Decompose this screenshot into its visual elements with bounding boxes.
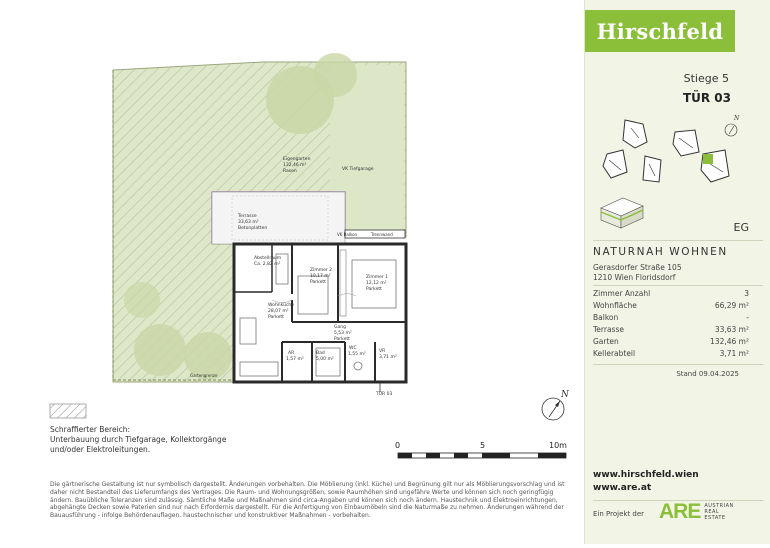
room-ar-area: 1,57 m²: [286, 357, 304, 362]
room-vr-area: 3,71 m²: [379, 355, 397, 360]
spec-value: -: [746, 313, 749, 322]
divider: [593, 364, 763, 365]
floor-label: EG: [733, 221, 749, 234]
are-logo: [659, 500, 734, 524]
unit-marker-label: TÜR 03: [376, 392, 393, 397]
spec-label: Kellerabteil: [593, 349, 636, 358]
room-ar-label: AR: [288, 351, 295, 356]
spec-row: [593, 312, 749, 324]
are-logo-mark: ARE: [659, 500, 701, 523]
spec-value: 33,63 m²: [714, 325, 749, 334]
website-link-hirschfeld[interactable]: www.hirschfeld.wien: [593, 470, 699, 480]
developer-prefix: Ein Projekt der: [593, 510, 645, 518]
vk-tiefgarage-label: VK Tiefgarage: [342, 167, 374, 172]
room-gang-floor: Parkett: [334, 337, 350, 342]
current-unit-highlight: [703, 154, 713, 164]
room-wc-area: 1,55 m²: [348, 352, 366, 357]
door-number: TÜR 03: [682, 91, 731, 105]
spec-value: 3,71 m²: [719, 349, 749, 358]
room-zimmer1-label: Zimmer 1: [366, 275, 389, 280]
room-zimmer2-floor: Parkett: [310, 280, 326, 285]
legend-title: Schraffierter Bereich:: [50, 425, 131, 434]
address-line-1: Gerasdorfer Straße 105: [593, 263, 682, 272]
building-3d-icon: [601, 198, 643, 228]
scale-bar: [398, 453, 566, 458]
room-zimmer2-label: Zimmer 2: [310, 268, 333, 273]
north-arrow-icon: [542, 398, 564, 420]
are-logo-word: REAL: [704, 509, 720, 515]
spec-value: 132,46 m²: [710, 337, 749, 346]
spec-row: [593, 300, 749, 312]
garden-label: Eigengarten: [283, 157, 311, 162]
legend-hatch-swatch: [50, 404, 86, 418]
spec-label: Garten: [593, 337, 619, 346]
room-gang-label: Gang: [334, 325, 346, 330]
room-gang-area: 5,53 m²: [334, 331, 352, 336]
room-wohnkueche-floor: Parkett: [268, 315, 284, 320]
room-abstellraum-area: Ca. 2,82 m²: [254, 262, 281, 267]
building-block: [643, 156, 661, 182]
spec-label: Wohnfläche: [593, 301, 637, 310]
room-bad-area: 5,00 m²: [316, 357, 334, 362]
legend-line-2: und/oder Elektroleitungen.: [50, 445, 151, 454]
terrace-area-label: 33,63 m²: [238, 220, 259, 225]
stiege-label: Stiege 5: [683, 72, 729, 85]
brand-name: Hirschfeld: [596, 18, 724, 44]
are-logo-word: ESTATE: [704, 515, 726, 521]
spec-label: Terrasse: [593, 325, 624, 334]
room-wohnkueche-label: Wohnküche: [268, 303, 295, 308]
room-zimmer2-area: 10,17 m²: [310, 274, 331, 279]
garden-surface-label: Rasen: [283, 169, 297, 174]
building-block: [623, 120, 647, 148]
room-bad-label: Bad: [316, 351, 325, 356]
room-zimmer1-area: 12,12 m²: [366, 281, 387, 286]
brand-logo: [585, 10, 735, 52]
keymap-north-label: N: [734, 115, 740, 122]
spec-row: [593, 336, 749, 348]
terrace-label: Terrasse: [238, 214, 257, 219]
spec-value: 66,29 m²: [714, 301, 749, 310]
specs-table: [593, 288, 749, 360]
north-arrow-label: N: [561, 390, 569, 400]
spec-value: 3: [744, 289, 749, 298]
stand-date: Stand 09.04.2025: [676, 370, 739, 378]
scale-label-0: 0: [395, 441, 401, 450]
garden-boundary-label: Gartengrenze: [190, 373, 218, 378]
scale-label-10m: 10m: [549, 441, 567, 450]
info-sidebar: [584, 0, 770, 544]
tree: [124, 282, 160, 318]
tree: [134, 324, 186, 376]
spec-row: [593, 288, 749, 300]
keymap-north-icon: [725, 124, 737, 136]
room-wohnkueche-area: 28,07 m²: [268, 309, 289, 314]
address-line-2: 1210 Wien Floridsdorf: [593, 273, 676, 282]
room-wc-label: WC: [349, 346, 357, 351]
are-logo-word: AUSTRIAN: [704, 503, 734, 509]
legend-line-1: Unterbauung durch Tiefgarage, Kollektorgänge: [50, 435, 227, 444]
tree: [313, 53, 357, 97]
room-zimmer1-floor: Parkett: [366, 287, 382, 292]
disclaimer-text: Die gärtnerische Gestaltung ist nur symbolisch dargestellt. Änderungen vorbehalten. Die Möblierung (inkl. Küche) und Begrünung gilt nur als Möblierungsvorschlag und ist daher nicht Bestandteil des Lieferumfangs des Vertrages. Die Raum- und Wohnungsgrößen, sowie Raumhöhen sind ungefähre Werte und können sich noch geringfügig ändern. Bauübliche Toleranzen sind zulässig. Sämtliche Maße und Maßnahmen sind circa-Angaben und können sich noch ändern. Haustechnik und Elektroeinrichtungen, abgehängte Decken sowie Paterien sind nur nach Erfordernis dargestellt. Für die Anfertigung von Einbaumöbeln sind die Naturmaße zu nehmen. Änderungen während der Bauausführung - infolge Behördenauflagen, haustechnischer und konstruktiver Maßnahmen - vorbehalten.: [50, 481, 565, 520]
divider: [593, 240, 763, 241]
website-link-are[interactable]: www.are.at: [593, 483, 652, 493]
terrace-surface-label: Betonplatten: [238, 226, 268, 231]
room-abstellraum-label: Abstellraum: [254, 256, 282, 261]
divider: [593, 285, 763, 286]
room-vr-label: VR: [379, 349, 386, 354]
project-address: [593, 263, 682, 283]
are-logo-text: [704, 503, 733, 521]
website-links: [593, 469, 699, 495]
building-block: [603, 150, 627, 178]
legend-text: [50, 425, 226, 455]
spec-label: Zimmer Anzahl: [593, 289, 651, 298]
spec-row: [593, 324, 749, 336]
project-title: NATURNAH WOHNEN: [593, 246, 728, 258]
site-keymap: [595, 112, 765, 237]
scale-label-5: 5: [480, 441, 486, 450]
vk-balkon-label: VK Balkon: [337, 232, 358, 237]
garden-area-label: 132,46 m²: [283, 163, 307, 168]
spec-label: Balkon: [593, 313, 619, 322]
spec-row: [593, 348, 749, 360]
trennwand-label: Trennwand: [371, 232, 393, 237]
